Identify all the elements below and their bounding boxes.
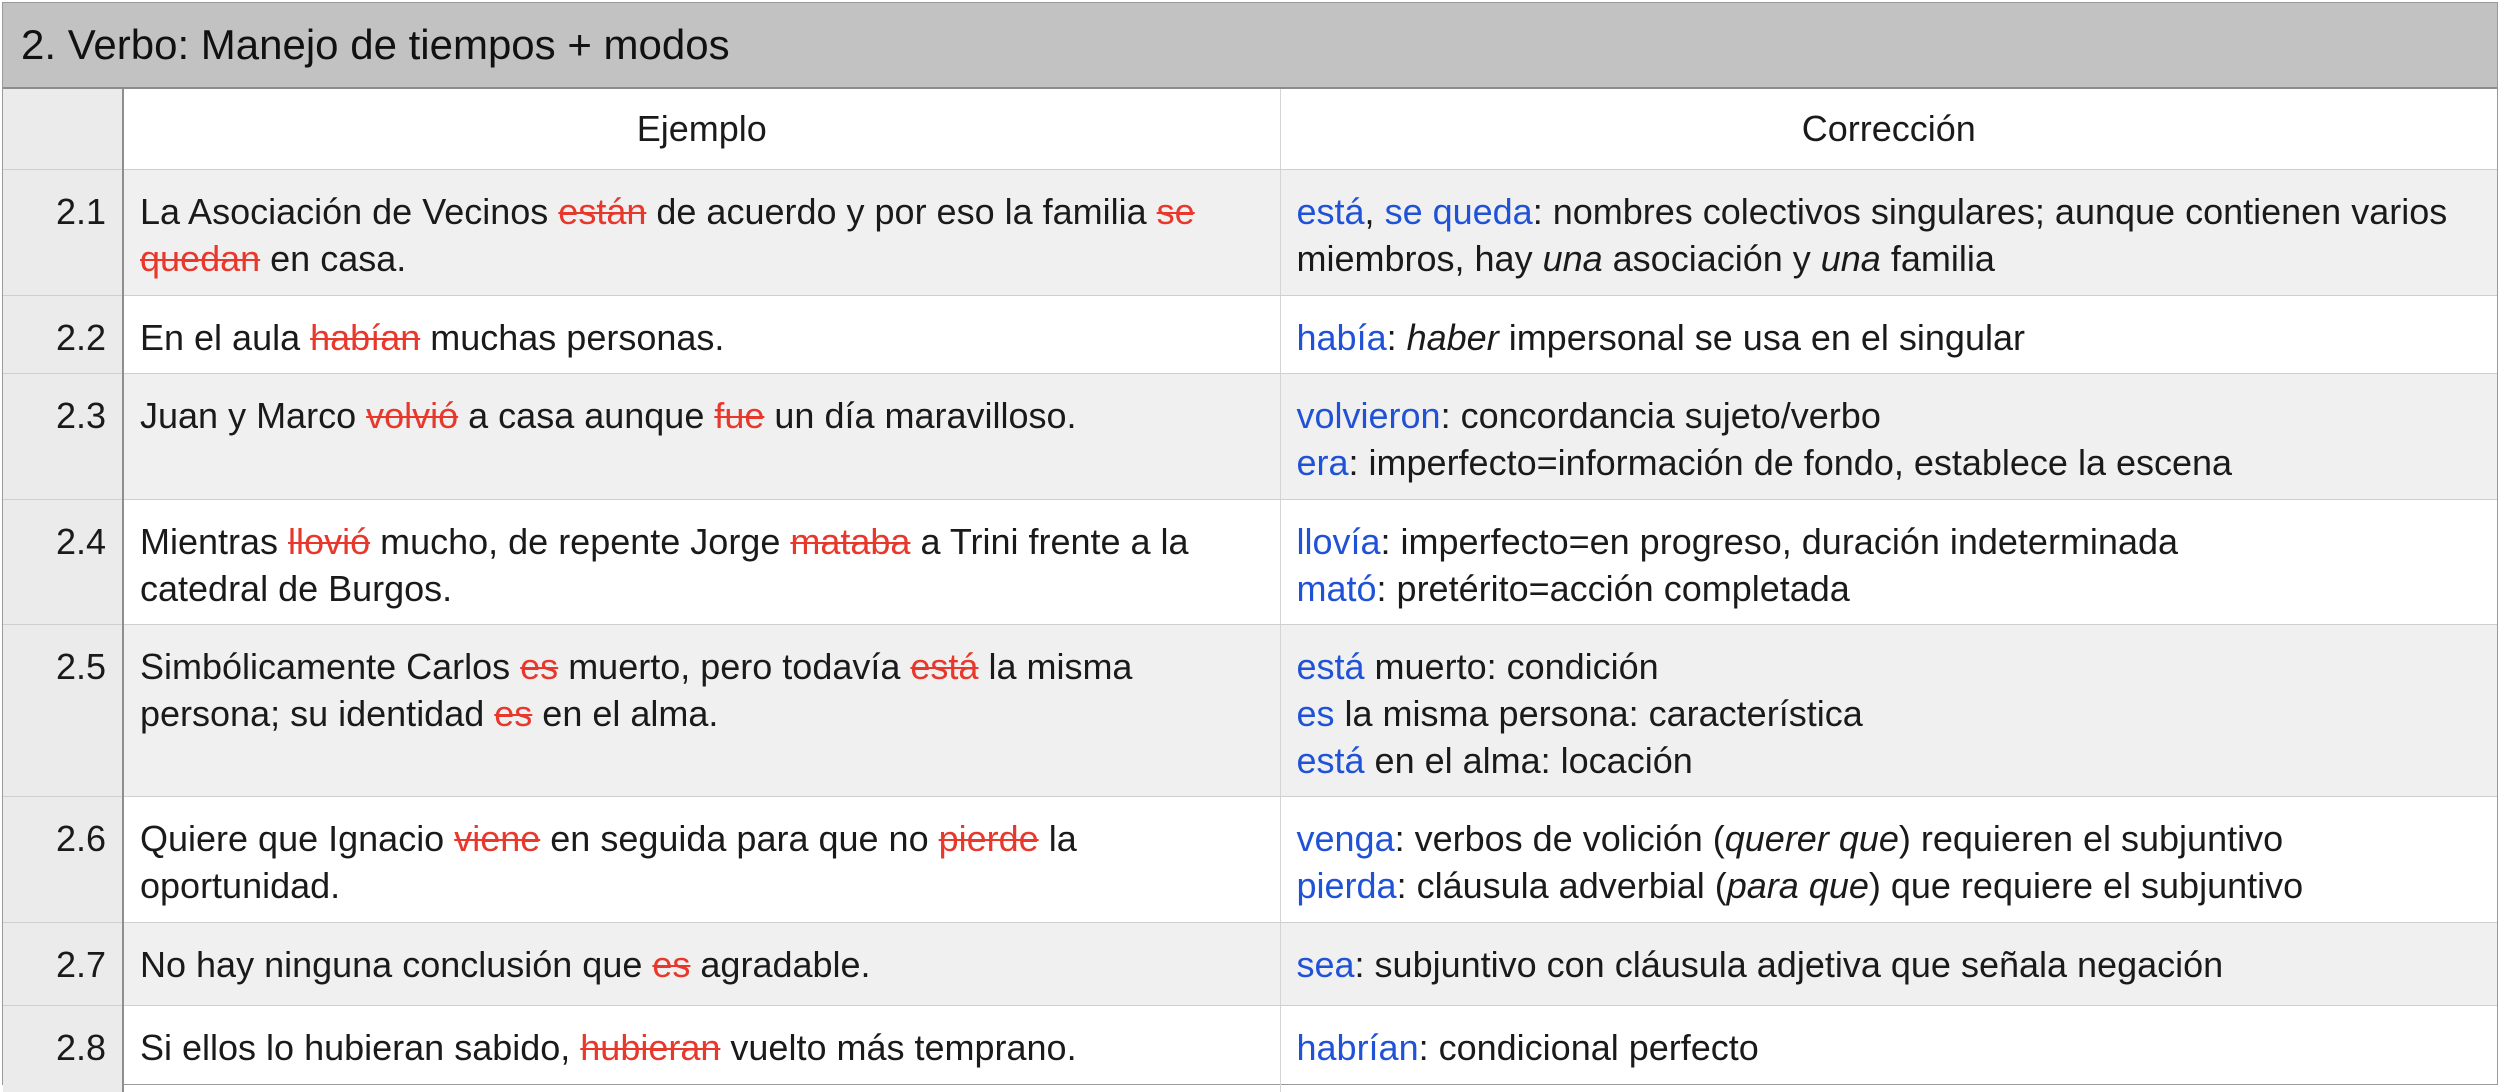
verb-tense-table-sheet: [2, 2, 2498, 1085]
corrections-table: [3, 89, 2497, 1092]
text-segment: a Trini frente a la catedral de Burgos.: [140, 520, 1189, 609]
text-segment: la misma persona: característica: [1334, 692, 1863, 734]
row-number: 2.3: [3, 373, 123, 499]
example-cell: [123, 796, 1280, 922]
text-segment: Simbólicamente Carlos: [140, 645, 521, 687]
text-segment: la misma persona; su identidad: [140, 645, 1133, 734]
correction-cell: [1280, 295, 2497, 373]
text-segment: muerto, pero todavía: [558, 645, 911, 687]
text-segment: ) que requiere el subjuntivo: [1868, 864, 2304, 906]
text-segment: Mientras: [140, 520, 289, 562]
corrected-word: mató: [1296, 567, 1377, 609]
incorrect-word: está: [910, 645, 979, 687]
incorrect-word: es: [652, 943, 691, 985]
header-correction: Corrección: [1280, 89, 2497, 169]
text-segment: : subjuntivo con cláusula adjetiva que señala negación: [1354, 943, 2224, 985]
text-segment: :: [1386, 316, 1407, 358]
row-number: 2.1: [3, 169, 123, 295]
row-number: 2.4: [3, 499, 123, 624]
correction-line: [1297, 518, 2482, 565]
table-row: [3, 922, 2497, 1005]
text-segment: a casa aunque: [458, 394, 715, 436]
text-segment: Juan y Marco: [140, 394, 367, 436]
correction-cell: [1280, 1005, 2497, 1092]
text-segment: en el alma.: [532, 692, 719, 734]
text-segment: Quiere que Ignacio: [140, 817, 455, 859]
incorrect-word: volvió: [366, 394, 459, 436]
corrected-word: llovía: [1296, 520, 1381, 562]
correction-line: [1297, 188, 2482, 282]
incorrect-word: hubieran: [580, 1026, 721, 1068]
correction-cell: [1280, 169, 2497, 295]
incorrect-word: pierde: [938, 817, 1039, 859]
row-number: 2.6: [3, 796, 123, 922]
text-segment: muchas personas.: [420, 316, 725, 358]
text-segment: La Asociación de Vecinos: [140, 190, 559, 232]
header-example: Ejemplo: [123, 89, 1280, 169]
text-segment: : concordancia sujeto/verbo: [1440, 394, 1881, 436]
corrected-word: volvieron: [1296, 394, 1441, 436]
text-segment: la oportunidad.: [140, 817, 1077, 906]
correction-cell: [1280, 499, 2497, 624]
correction-line: [1297, 1024, 2482, 1071]
text-segment: : nombres colectivos singulares; aunque contienen varios miembros, hay: [1296, 190, 2448, 279]
text-segment: : imperfecto=en progreso, duración indeterminada: [1380, 520, 2179, 562]
text-segment: de acuerdo y por eso la familia: [646, 190, 1157, 232]
emphasized-text: una: [1542, 237, 1603, 279]
text-segment: vuelto más temprano.: [720, 1026, 1077, 1068]
header-row: [3, 89, 2497, 169]
header-number: [3, 89, 123, 169]
corrected-word: sea: [1296, 943, 1355, 985]
text-segment: impersonal se usa en el singular: [1498, 316, 2025, 358]
incorrect-word: es: [520, 645, 559, 687]
table-row: [3, 373, 2497, 499]
example-cell: [123, 169, 1280, 295]
table-row: [3, 796, 2497, 922]
text-segment: asociación y: [1602, 237, 1821, 279]
text-segment: No hay ninguna conclusión que: [140, 943, 653, 985]
emphasized-text: querer que: [1724, 817, 1899, 859]
corrected-word: era: [1296, 441, 1349, 483]
example-cell: [123, 922, 1280, 1005]
incorrect-word: llovió: [288, 520, 371, 562]
emphasized-text: una: [1820, 237, 1881, 279]
table-title: [3, 3, 2497, 89]
table-title-text: 2. Verbo: Manejo de tiempos + modos: [21, 21, 730, 68]
row-number: 2.8: [3, 1005, 123, 1092]
corrected-word: se queda: [1384, 190, 1533, 232]
text-segment: en casa.: [260, 237, 407, 279]
correction-line: [1297, 439, 2482, 486]
text-segment: En el aula: [140, 316, 311, 358]
text-segment: muerto: condición: [1364, 645, 1659, 687]
correction-line: [1297, 392, 2482, 439]
row-number: 2.7: [3, 922, 123, 1005]
text-segment: agradable.: [690, 943, 871, 985]
emphasized-text: para que: [1726, 864, 1869, 906]
corrected-word: es: [1296, 692, 1335, 734]
example-cell: [123, 1005, 1280, 1092]
text-segment: ,: [1364, 190, 1385, 232]
correction-cell: [1280, 796, 2497, 922]
row-number: 2.2: [3, 295, 123, 373]
correction-line: [1297, 941, 2482, 988]
text-segment: : condicional perfecto: [1418, 1026, 1759, 1068]
text-segment: : pretérito=acción completada: [1376, 567, 1850, 609]
correction-line: [1297, 737, 2482, 784]
text-segment: en el alma: locación: [1364, 739, 1693, 781]
correction-line: [1297, 815, 2482, 862]
table-row: [3, 1005, 2497, 1092]
table-row: [3, 499, 2497, 624]
example-cell: [123, 295, 1280, 373]
incorrect-word: habían: [310, 316, 421, 358]
text-segment: en seguida para que no: [540, 817, 939, 859]
emphasized-text: haber: [1406, 316, 1499, 358]
corrected-word: está: [1296, 190, 1365, 232]
text-segment: ) requieren el subjuntivo: [1898, 817, 2284, 859]
incorrect-word: están: [558, 190, 647, 232]
correction-cell: [1280, 922, 2497, 1005]
incorrect-word: viene: [454, 817, 541, 859]
example-cell: [123, 624, 1280, 796]
correction-line: [1297, 690, 2482, 737]
text-segment: familia: [1880, 237, 1995, 279]
table-row: [3, 295, 2497, 373]
text-segment: un día maravilloso.: [764, 394, 1077, 436]
text-segment: mucho, de repente Jorge: [370, 520, 791, 562]
incorrect-word: mataba: [790, 520, 911, 562]
corrected-word: habrían: [1296, 1026, 1419, 1068]
correction-cell: [1280, 373, 2497, 499]
text-segment: : verbos de volición (: [1394, 817, 1725, 859]
table-row: [3, 169, 2497, 295]
correction-line: [1297, 862, 2482, 909]
row-number: 2.5: [3, 624, 123, 796]
corrected-word: está: [1296, 645, 1365, 687]
text-segment: Si ellos lo hubieran sabido,: [140, 1026, 581, 1068]
incorrect-word: es: [494, 692, 533, 734]
example-cell: [123, 373, 1280, 499]
corrected-word: está: [1296, 739, 1365, 781]
incorrect-word: se quedan: [140, 190, 1195, 279]
example-cell: [123, 499, 1280, 624]
correction-line: [1297, 314, 2482, 361]
incorrect-word: fue: [714, 394, 765, 436]
correction-line: [1297, 643, 2482, 690]
corrected-word: venga: [1296, 817, 1395, 859]
corrected-word: había: [1296, 316, 1387, 358]
text-segment: : cláusula adverbial (: [1396, 864, 1727, 906]
correction-line: [1297, 565, 2482, 612]
correction-cell: [1280, 624, 2497, 796]
text-segment: : imperfecto=información de fondo, establece la escena: [1348, 441, 2233, 483]
corrected-word: pierda: [1296, 864, 1397, 906]
table-row: [3, 624, 2497, 796]
